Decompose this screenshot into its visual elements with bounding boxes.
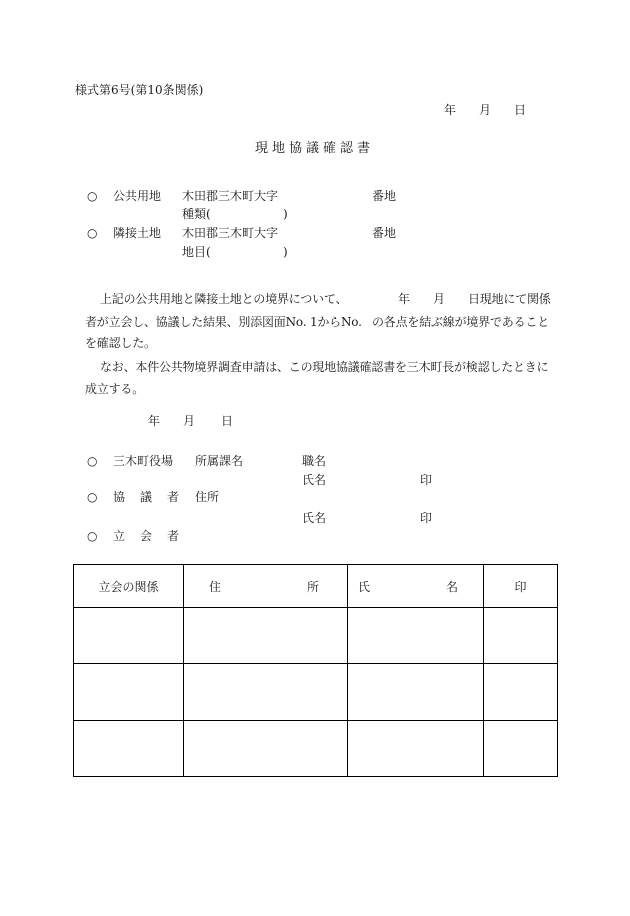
document-date-month: 月 bbox=[479, 103, 492, 117]
witness-label: 立会者 bbox=[113, 529, 195, 543]
statement-line-1b: 日現地にて関係 bbox=[468, 292, 551, 306]
town-office-name-label: 氏名 bbox=[302, 473, 327, 487]
header-address-label bbox=[184, 578, 347, 595]
public-land-type-close: ) bbox=[283, 207, 288, 221]
statement-month: 月 bbox=[433, 292, 445, 306]
bullet-circle-icon: ○ bbox=[87, 490, 98, 504]
table-cell-name bbox=[348, 721, 484, 777]
town-office-seal-mark: 印 bbox=[420, 473, 433, 487]
town-office-department-label: 所属課名 bbox=[195, 454, 244, 468]
header-address-char-2: 所 bbox=[306, 579, 319, 594]
document-date-year: 年 bbox=[444, 103, 457, 117]
table-cell-name bbox=[348, 664, 484, 721]
header-cell-address bbox=[184, 565, 348, 608]
bullet-circle-icon: ○ bbox=[87, 454, 98, 468]
town-office-label: 三木町役場 bbox=[113, 454, 174, 468]
statement-line-5: 成立する。 bbox=[85, 382, 145, 396]
statement-line-3: を確認した。 bbox=[85, 336, 156, 350]
table-row bbox=[74, 608, 558, 664]
header-cell-seal bbox=[484, 565, 558, 608]
table-cell-relation bbox=[74, 721, 184, 777]
table-cell-address bbox=[184, 721, 348, 777]
table-row bbox=[74, 664, 558, 721]
confirmation-date-month: 月 bbox=[183, 414, 196, 428]
table-row bbox=[74, 721, 558, 777]
table-cell-seal bbox=[484, 608, 558, 664]
bullet-circle-icon: ○ bbox=[87, 529, 98, 543]
adjacent-land-location: 木田郡三木町大字 bbox=[182, 226, 279, 240]
negotiator-name-label: 氏名 bbox=[302, 511, 327, 525]
negotiator-address-label: 住所 bbox=[195, 490, 220, 504]
negotiator-seal-mark: 印 bbox=[420, 511, 433, 525]
statement-line-1a: 上記の公共用地と隣接土地との境界について、 bbox=[100, 292, 348, 306]
public-land-label: 公共用地 bbox=[113, 189, 162, 203]
header-name-label bbox=[348, 578, 483, 595]
header-name-char-2: 名 bbox=[445, 579, 458, 594]
table-cell-relation bbox=[74, 608, 184, 664]
witness-table bbox=[73, 564, 558, 777]
statement-line-2b: の各点を結ぶ線が境界であること bbox=[372, 315, 550, 329]
negotiator-label: 協議者 bbox=[113, 490, 195, 504]
adjacent-land-lot-suffix: 番地 bbox=[372, 226, 397, 240]
adjacent-land-category-close: ) bbox=[283, 245, 288, 259]
statement-line-2a: 者が立会し、協議した結果、別添図面No. 1からNo. bbox=[85, 315, 362, 329]
confirmation-date-year: 年 bbox=[148, 414, 161, 428]
bullet-circle-icon: ○ bbox=[87, 189, 98, 203]
header-address-char-1: 住 bbox=[209, 579, 222, 594]
document-title: 現地協議確認書 bbox=[255, 141, 375, 156]
header-name-char-1: 氏 bbox=[358, 579, 371, 594]
adjacent-land-category-label: 地目( bbox=[182, 245, 211, 259]
confirmation-date-day: 日 bbox=[221, 414, 234, 428]
town-office-position-label: 職名 bbox=[302, 454, 327, 468]
table-cell-address bbox=[184, 664, 348, 721]
public-land-lot-suffix: 番地 bbox=[372, 189, 397, 203]
table-cell-address bbox=[184, 608, 348, 664]
header-cell-relation bbox=[74, 565, 184, 608]
header-relation-label: 立会の関係 bbox=[98, 579, 159, 594]
public-land-type-label: 種類( bbox=[182, 207, 211, 221]
statement-line-4: なお、本件公共物境界調査申請は、この現地協議確認書を三木町長が検認したときに bbox=[100, 360, 549, 374]
document-date-day: 日 bbox=[514, 103, 527, 117]
public-land-location: 木田郡三木町大字 bbox=[182, 189, 279, 203]
adjacent-land-label: 隣接土地 bbox=[113, 226, 162, 240]
header-cell-name bbox=[348, 565, 484, 608]
table-cell-relation bbox=[74, 664, 184, 721]
witness-table-header-row bbox=[74, 565, 558, 608]
header-seal-label: 印 bbox=[514, 579, 527, 594]
form-number: 様式第6号(第10条関係) bbox=[75, 83, 204, 97]
table-cell-name bbox=[348, 608, 484, 664]
table-cell-seal bbox=[484, 664, 558, 721]
bullet-circle-icon: ○ bbox=[87, 226, 98, 240]
statement-year: 年 bbox=[398, 292, 410, 306]
table-cell-seal bbox=[484, 721, 558, 777]
